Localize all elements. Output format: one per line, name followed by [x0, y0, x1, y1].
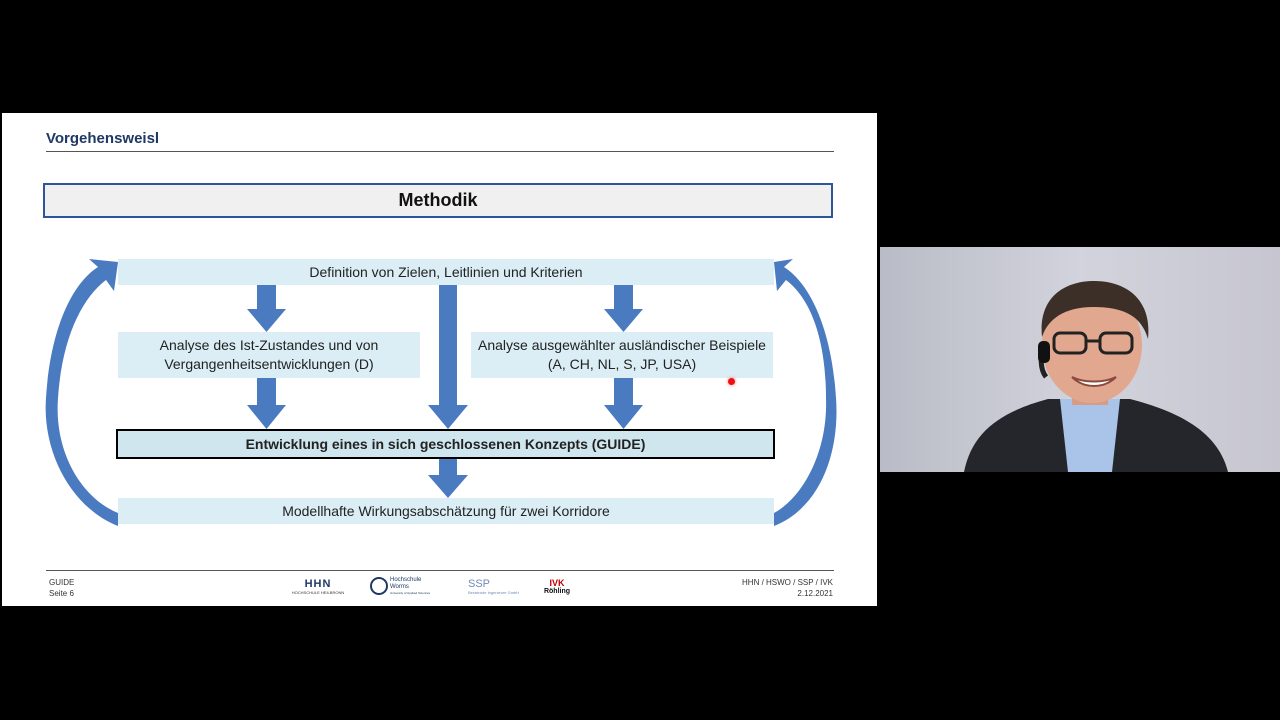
- goals-definition-box: Definition von Zielen, Leitlinien und Kriterien: [118, 259, 774, 285]
- footer-partners: HHN / HSWO / SSP / IVK: [742, 578, 833, 587]
- footer-page: Seite 6: [49, 589, 74, 598]
- worms-emblem-icon: [370, 577, 388, 595]
- ivk-logo-subtext: Röhling: [543, 587, 571, 595]
- speaker-webcam-video: [880, 247, 1280, 472]
- concept-development-box: Entwicklung eines in sich geschlossenen Konzepts (GUIDE): [116, 429, 775, 459]
- foreign-examples-analysis-box: Analyse ausgewählter ausländischer Beispiele (A, CH, NL, S, JP, USA): [471, 332, 773, 378]
- worms-logo: [370, 573, 432, 599]
- impact-assessment-box: Modellhafte Wirkungsabschätzung für zwei Korridore: [118, 498, 774, 524]
- arrow-down-left-2: [247, 378, 286, 429]
- speaker-portrait-image: [880, 247, 1280, 472]
- arrow-down-right-2: [604, 378, 643, 429]
- worms-logo-line2: Worms: [390, 584, 409, 590]
- feedback-arrow-left: [46, 259, 118, 526]
- method-heading: Methodik: [398, 190, 478, 210]
- hhn-logo: [290, 573, 346, 599]
- footer-date: 2.12.2021: [797, 589, 833, 598]
- ssp-logo-subtext: Beratende Ingenieure GmbH: [468, 589, 520, 595]
- hhn-logo-text: HHN: [304, 577, 332, 590]
- arrow-down-center-2: [428, 457, 468, 498]
- ivk-logo-text: IVK: [549, 577, 565, 588]
- hhn-logo-subtext: HOCHSCHULE HEILBRONN: [291, 589, 345, 595]
- arrow-down-right-1: [604, 285, 643, 332]
- arrow-down-left-1: [247, 285, 286, 332]
- laser-pointer: [728, 378, 735, 385]
- ssp-logo-text: SSP: [468, 577, 491, 590]
- footer-left: [49, 577, 74, 599]
- presentation-slide: [2, 113, 877, 606]
- footer-project: GUIDE: [49, 578, 75, 587]
- footer-right: [742, 577, 833, 599]
- worms-logo-line3: University of Applied Sciences: [390, 591, 431, 595]
- current-state-analysis-box: Analyse des Ist-Zustandes und von Vergangenheitsentwicklungen (D): [118, 332, 420, 378]
- ivk-logo: [540, 573, 574, 599]
- worms-logo-line1: Hochschule: [390, 577, 422, 583]
- arrow-down-center-long: [428, 285, 468, 429]
- ssp-logo: [468, 573, 524, 599]
- slide-title: Vorgehensweisl: [46, 130, 160, 147]
- footer-divider: [46, 570, 834, 571]
- feedback-arrow-right: [774, 259, 836, 526]
